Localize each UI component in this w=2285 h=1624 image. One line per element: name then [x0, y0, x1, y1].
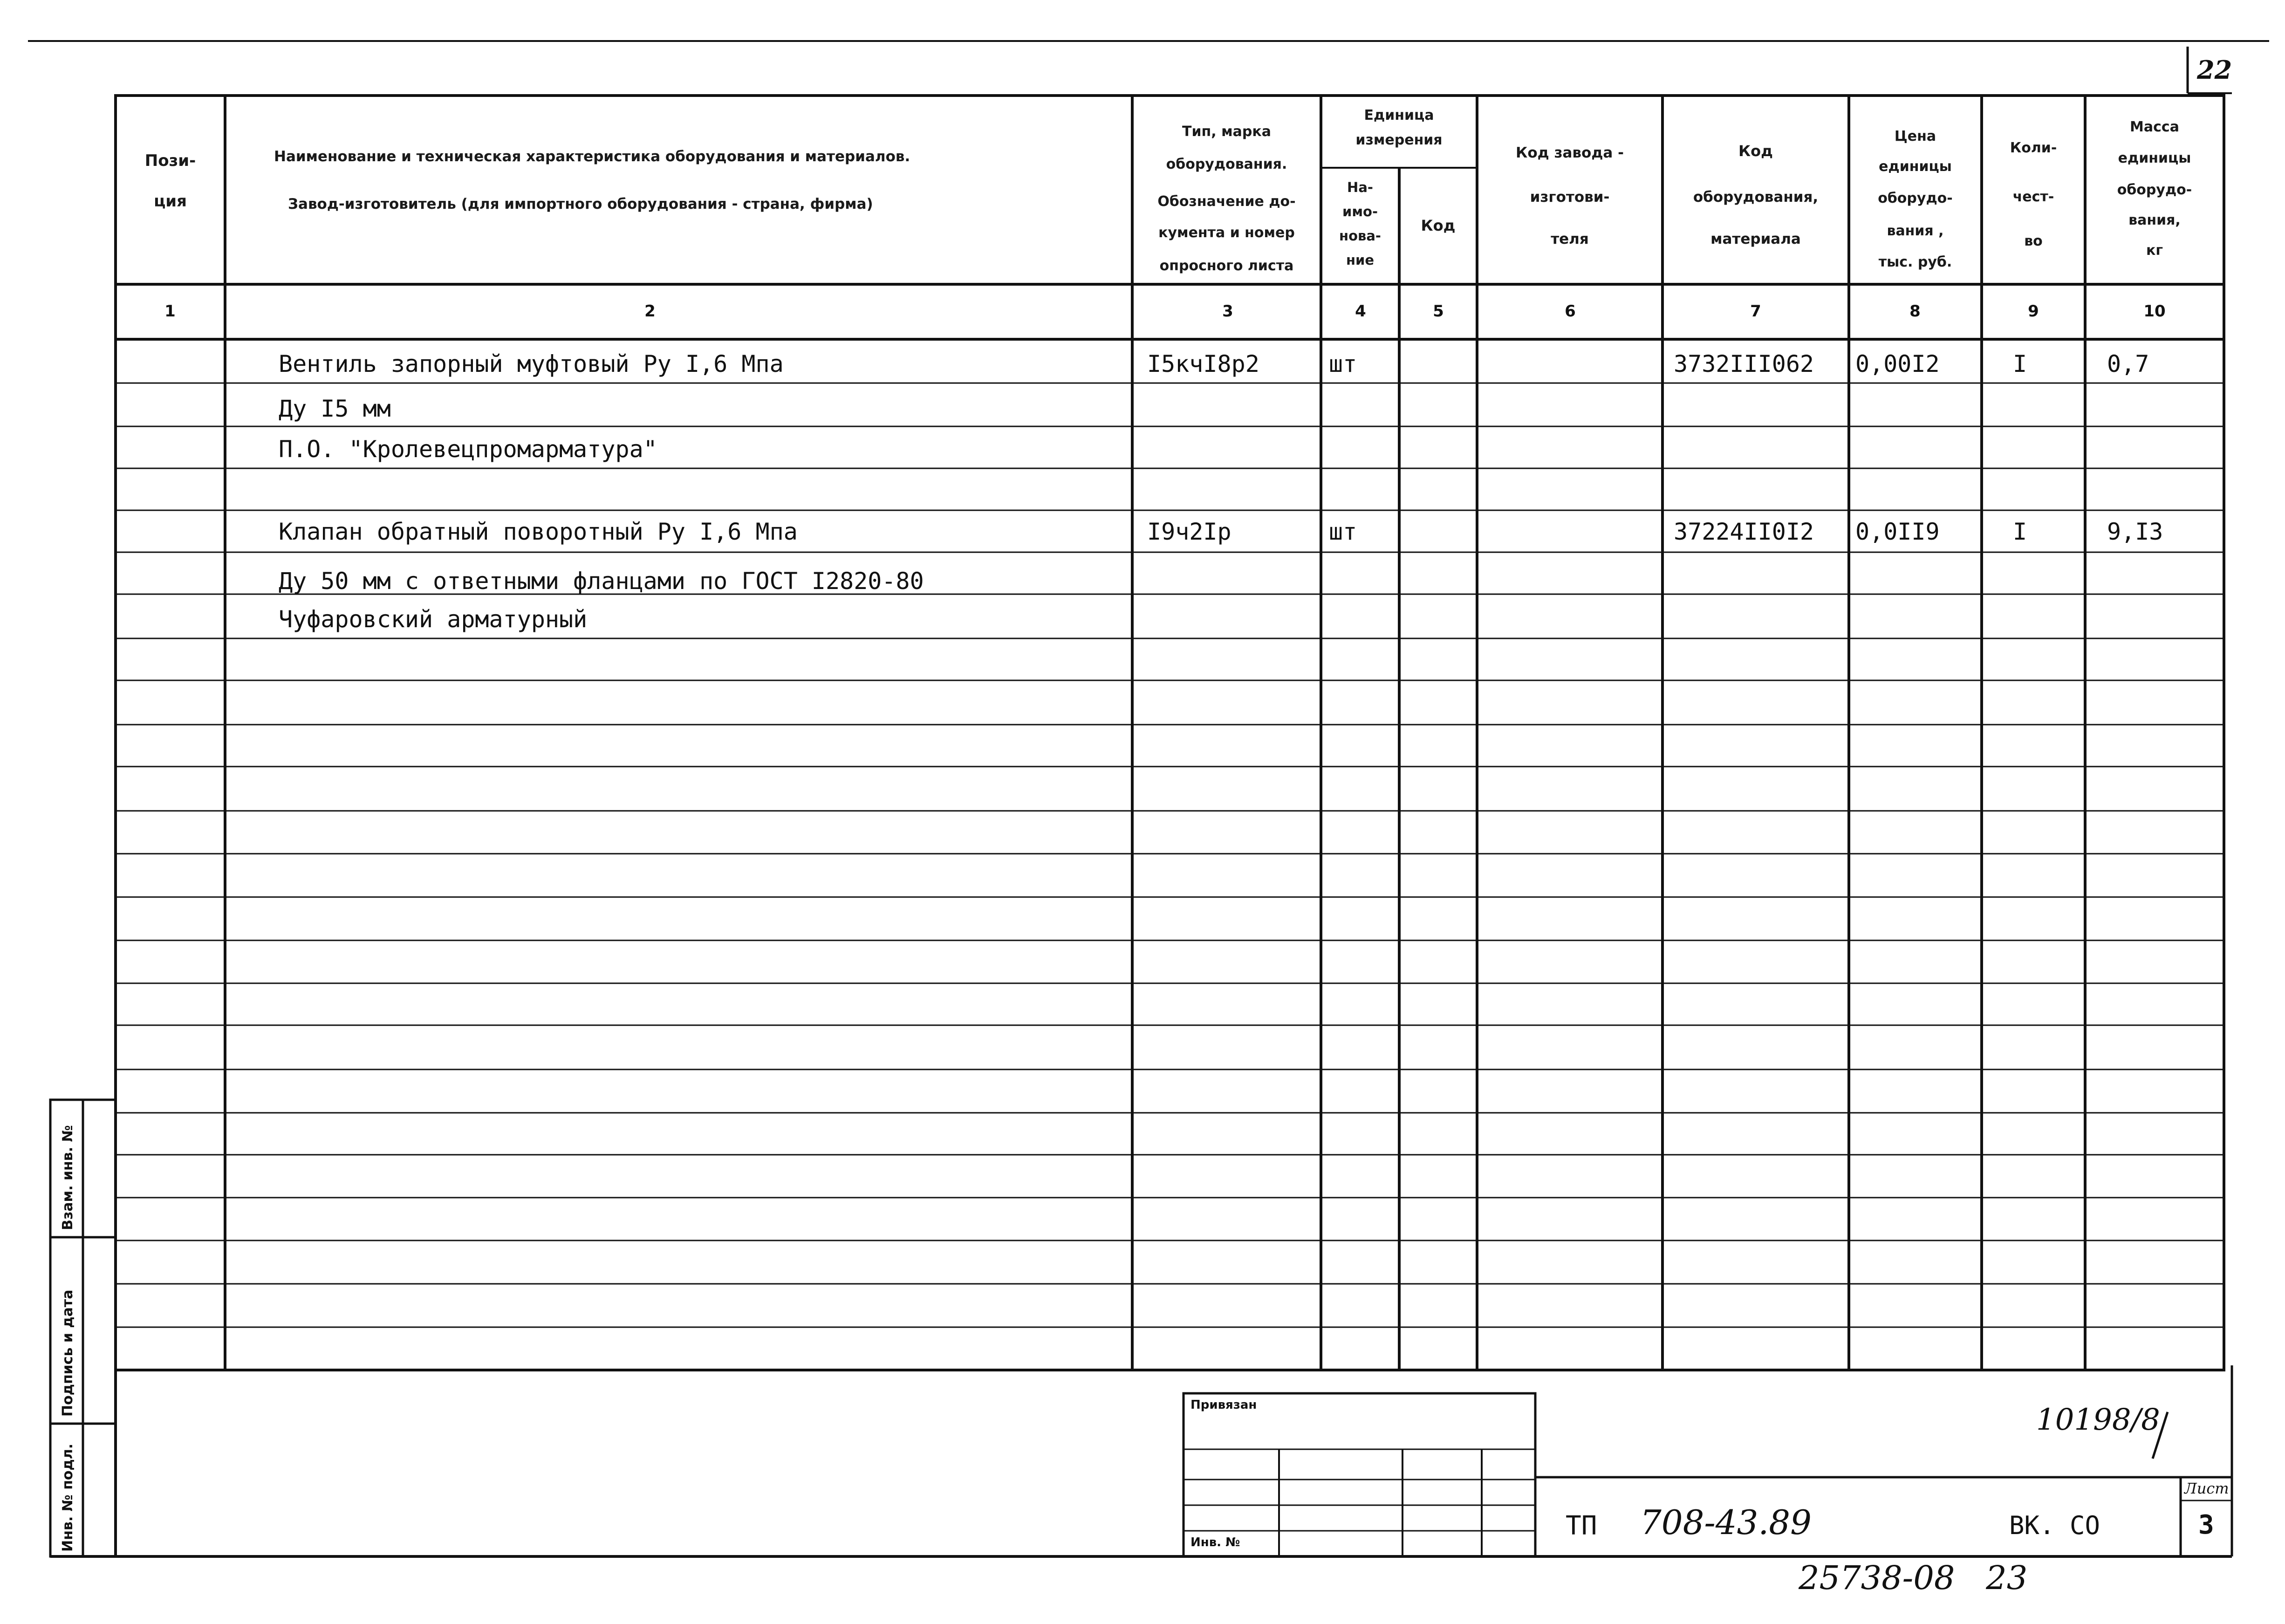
item-name-line: П.О. "Кролевецпромарматура" — [279, 436, 657, 463]
doc-suffix: ВК. СО — [2009, 1511, 2100, 1540]
header-col7-line2: оборудования, — [1693, 189, 1819, 206]
header-col9-line2: чест- — [2012, 189, 2054, 205]
header-col3-line4: кумента и номер — [1158, 225, 1295, 241]
side-label-podpis-data: Подпись и дата — [60, 1289, 76, 1417]
doc-prefix: ТП — [1566, 1511, 1597, 1541]
header-col7-line1: Код — [1738, 142, 1773, 160]
stamp-inv-no: Инв. № — [1190, 1535, 1240, 1549]
header-col10-line1: Масса — [2130, 119, 2179, 135]
column-number-5: 5 — [1433, 302, 1444, 321]
doc-number: 708-43.89 — [1640, 1503, 1812, 1542]
header-col6-line1: Код завода - — [1516, 144, 1624, 161]
column-number-10: 10 — [2143, 302, 2166, 321]
header-col6-line3: теля — [1551, 231, 1589, 247]
column-number-8: 8 — [1909, 302, 1921, 321]
item-code: 3732III062 — [1674, 350, 1814, 377]
column-number-4: 4 — [1355, 302, 1366, 321]
item-qty: I — [2013, 518, 2027, 545]
header-col8-line2: единицы — [1879, 158, 1952, 175]
side-label-inv-podl: Инв. № подл. — [60, 1443, 76, 1552]
header-col2-line2: Завод-изготовитель (для импортного оборудования - страна, фирма) — [288, 196, 873, 212]
side-label-vzam-inv: Взам. инв. № — [60, 1125, 76, 1230]
column-number-9: 9 — [2028, 302, 2039, 321]
header-col8-line1: Цена — [1894, 128, 1936, 144]
column-number-7: 7 — [1750, 302, 1761, 321]
column-number-2: 2 — [644, 302, 656, 321]
header-col9-line3: во — [2024, 233, 2043, 249]
header-col5: Код — [1421, 217, 1456, 234]
header-unit-group-line1: Единица — [1364, 107, 1434, 123]
header-col10-line2: единицы — [2118, 150, 2191, 166]
header-col3-line3: Обозначение до- — [1157, 193, 1296, 210]
stamp-privyazan: Привязан — [1190, 1398, 1257, 1412]
item-unit: шт — [1329, 518, 1357, 545]
item-code: 37224II0I2 — [1674, 518, 1814, 545]
header-col8-line5: тыс. руб. — [1878, 254, 1952, 270]
sheet-label: Лист — [2184, 1480, 2229, 1497]
item-type: I5кчI8р2 — [1147, 350, 1259, 377]
header-col8-line4: вания , — [1887, 223, 1944, 239]
header-col3-line1: Тип, марка — [1182, 123, 1271, 140]
item-price: 0,0II9 — [1855, 518, 1940, 545]
header-unit-group-line2: измерения — [1355, 132, 1443, 148]
item-name-line: Чуфаровский арматурный — [279, 606, 588, 633]
column-number-3: 3 — [1222, 302, 1233, 321]
item-price: 0,00I2 — [1855, 350, 1940, 377]
column-number-6: 6 — [1565, 302, 1576, 321]
header-col3-line5: опросного листа — [1159, 258, 1294, 274]
header-col10-line3: оборудо- — [2117, 182, 2192, 198]
item-mass: 0,7 — [2107, 350, 2149, 377]
header-col3-line2: оборудования. — [1166, 156, 1287, 172]
header-col10-line5: кг — [2146, 242, 2163, 259]
header-col1-line1: Пози- — [144, 151, 196, 170]
header-col4-line1: На- — [1347, 179, 1373, 195]
header-col2-line1: Наименование и техническая характеристика оборудования и материалов. — [274, 148, 910, 165]
item-mass: 9,I3 — [2107, 518, 2163, 545]
header-col7-line3: материала — [1710, 231, 1801, 247]
item-name-line: Вентиль запорный муфтовый Ру I,6 Мпа — [279, 350, 784, 377]
header-col8-line3: оборудо- — [1878, 190, 1953, 206]
sheet-number-top: 22 — [2197, 55, 2232, 85]
header-col4-line4: ние — [1346, 252, 1375, 268]
item-name-line: Клапан обратный поворотный Ру I,6 Мпа — [279, 518, 798, 545]
item-name-line: Ду 50 мм с ответными фланцами по ГОСТ I2820-80 — [279, 568, 924, 595]
header-col1-line2: ция — [154, 192, 187, 211]
item-type: I9ч2Iр — [1147, 518, 1231, 545]
bottom-archive-number: 25738-08 23 — [1799, 1559, 2028, 1597]
handwritten-registration-number: 10198/8 — [2036, 1403, 2160, 1437]
item-unit: шт — [1329, 350, 1357, 377]
sheet-value: 3 — [2198, 1510, 2214, 1540]
header-col4-line2: имо- — [1342, 204, 1378, 219]
item-name-line: Ду I5 мм — [279, 395, 391, 422]
column-number-1: 1 — [164, 302, 176, 321]
header-col6-line2: изготови- — [1530, 189, 1610, 206]
item-qty: I — [2013, 350, 2027, 377]
header-col4-line3: нова- — [1339, 228, 1381, 244]
header-col9-line1: Коли- — [2010, 140, 2057, 156]
header-col10-line4: вания, — [2128, 212, 2181, 228]
